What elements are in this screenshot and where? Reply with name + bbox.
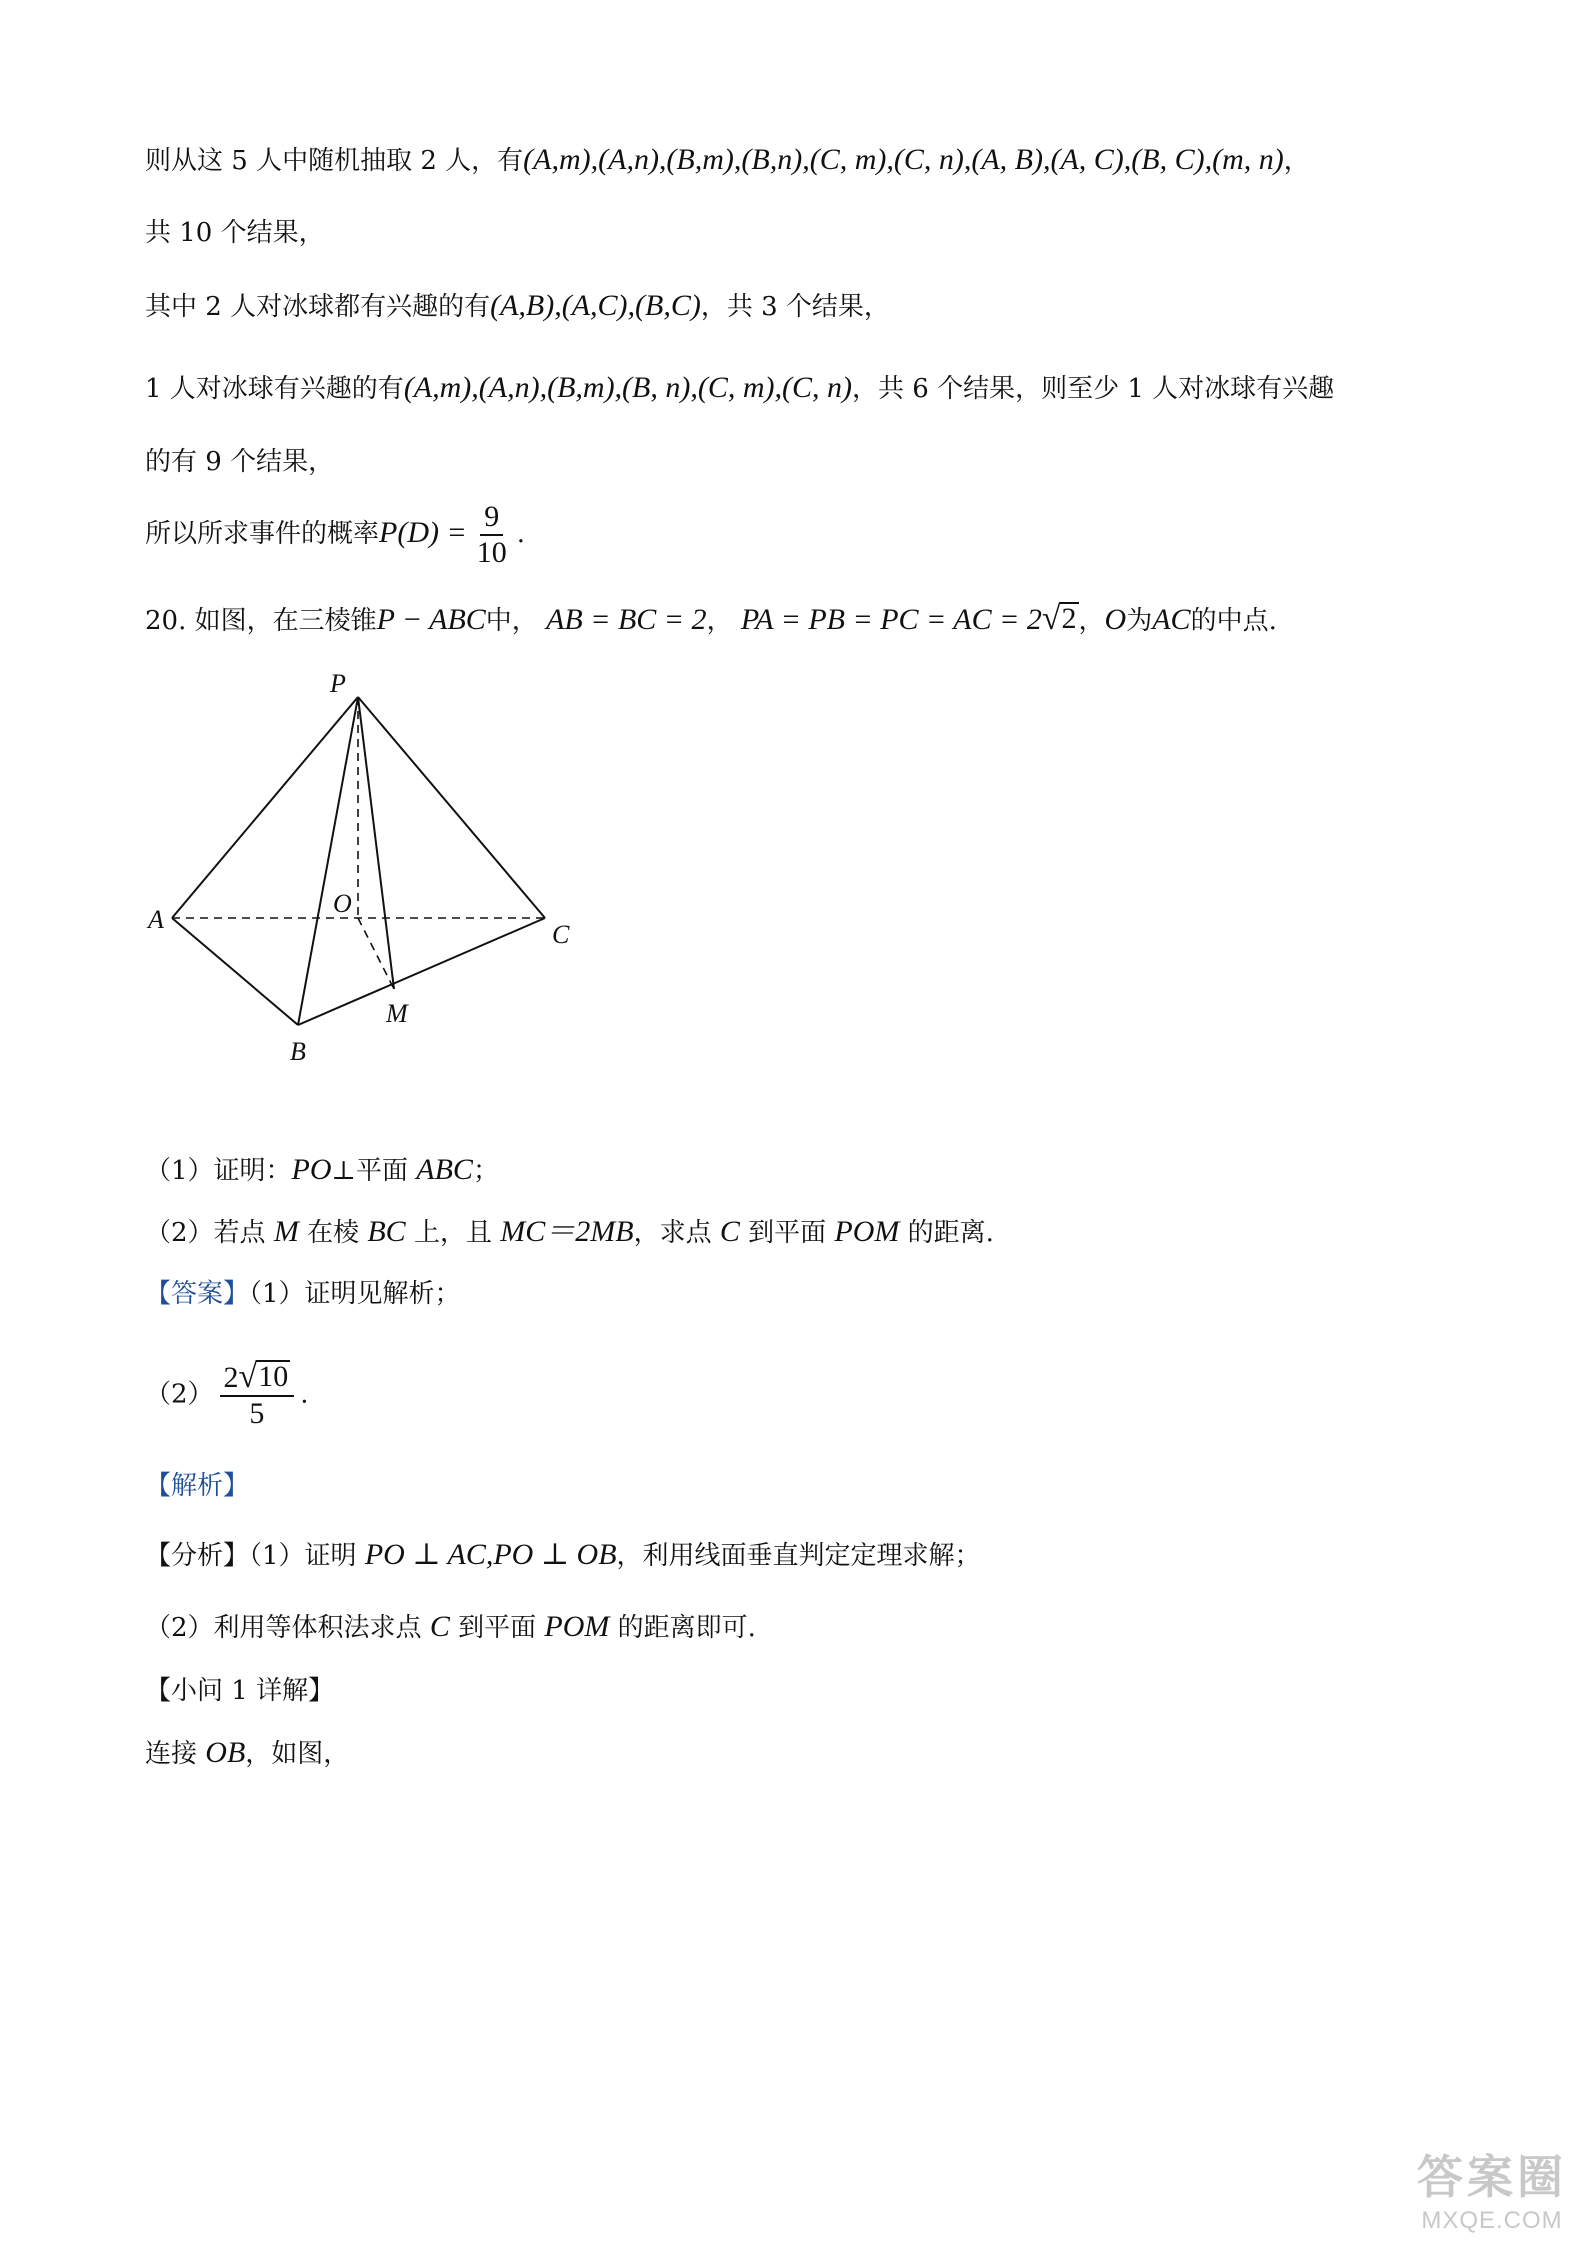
label-b: B bbox=[290, 1037, 306, 1066]
detail-tag-line bbox=[145, 1674, 334, 1708]
detail-tag: 【小问 1 详解】 bbox=[145, 1676, 335, 1706]
answer-fraction: 2 √ 10 5 bbox=[220, 1360, 295, 1431]
answer-line-1: 【答案】（1）证明见解析； bbox=[145, 1279, 461, 1309]
question-2: （2）若点 M 在棱 BC 上，且 MC＝2MB，求点 C 到平面 POM 的距离. bbox=[145, 1215, 994, 1248]
solution-line-3: 其中 2 人对冰球都有兴趣的有(A,B),(A,C),(B,C)，共 3 个结果， bbox=[145, 289, 890, 322]
label-m: M bbox=[386, 999, 408, 1028]
sqrt-2: √ 2 bbox=[1041, 600, 1077, 637]
pyramid-figure bbox=[140, 670, 600, 1080]
solution-line-5: 的有 9 个结果， bbox=[145, 447, 335, 477]
label-c: C bbox=[552, 920, 570, 949]
one-interest-pairs: (A,m),(A,n),(B,m),(B, n),(C, m),(C, n) bbox=[403, 371, 853, 404]
solution-line-2: 共 10 个结果， bbox=[145, 218, 325, 248]
solution-line-4: 1 人对冰球有兴趣的有(A,m),(A,n),(B,m),(B, n),(C, m),(C, n)，共 6 个结果，则至少 1 人对冰球有兴趣 bbox=[145, 371, 1335, 404]
both-interest-pairs: (A,B),(A,C),(B,C) bbox=[490, 289, 701, 322]
answer-tag: 【答案】 bbox=[145, 1279, 250, 1309]
fenxi-line-1: 【分析】（1）证明 PO ⊥ AC,PO ⊥ OB，利用线面垂直判定定理求解； bbox=[145, 1538, 981, 1571]
solution-line-1: 则从这 5 人中随机抽取 2 人，有(A,m),(A,n),(B,m),(B,n),(C, m),(C, n),(A, B),(A, C),(B, C),(m, n)， bbox=[145, 143, 1310, 176]
edge-pm bbox=[358, 697, 394, 989]
edge-pa bbox=[172, 697, 358, 918]
label-o: O bbox=[333, 889, 352, 918]
outcome-pairs: (A,m),(A,n),(B,m),(B,n),(C, m),(C, n),(A, B),(A, C),(B, C),(m, n) bbox=[523, 143, 1284, 176]
edge-pc bbox=[358, 697, 545, 918]
probability-expression: P(D) = bbox=[379, 516, 467, 549]
fenxi-tag: 【分析】 bbox=[145, 1541, 250, 1571]
fenxi-line-2: （2）利用等体积法求点 C 到平面 POM 的距离即可. bbox=[145, 1610, 756, 1643]
analysis-tag: 【解析】 bbox=[145, 1471, 250, 1501]
edge-bc bbox=[298, 918, 545, 1025]
probability-fraction: $\frac{9}{10}$ bbox=[476, 500, 507, 569]
question-1: （1）证明：PO⊥平面 ABC； bbox=[145, 1153, 499, 1186]
answer-line-2: （2） 2 √ 10 5 . bbox=[145, 1358, 309, 1430]
analysis-tag-line bbox=[145, 1469, 249, 1503]
label-p: P bbox=[330, 670, 346, 698]
segment-om-hidden bbox=[358, 918, 394, 989]
edge-pb bbox=[298, 697, 358, 1025]
watermark-logo: 答案圈 bbox=[1417, 2151, 1567, 2203]
label-a: A bbox=[148, 905, 164, 934]
solution-line-6: 所以所求事件的概率P(D) = $\frac{9}{10}$ . bbox=[145, 500, 525, 569]
watermark-url: MXQE.COM bbox=[1421, 2207, 1563, 2234]
watermark bbox=[1417, 2141, 1567, 2235]
sqrt-10: √ 10 bbox=[238, 1358, 289, 1395]
detail-line-1: 连接 OB，如图， bbox=[145, 1736, 350, 1769]
problem-20-stem: 20. 如图，在三棱锥P − ABC中， AB = BC = 2， PA = PB = PC = AC = 2 √ 2 ，O为AC的中点. bbox=[145, 600, 1277, 637]
edge-ab bbox=[172, 918, 298, 1025]
